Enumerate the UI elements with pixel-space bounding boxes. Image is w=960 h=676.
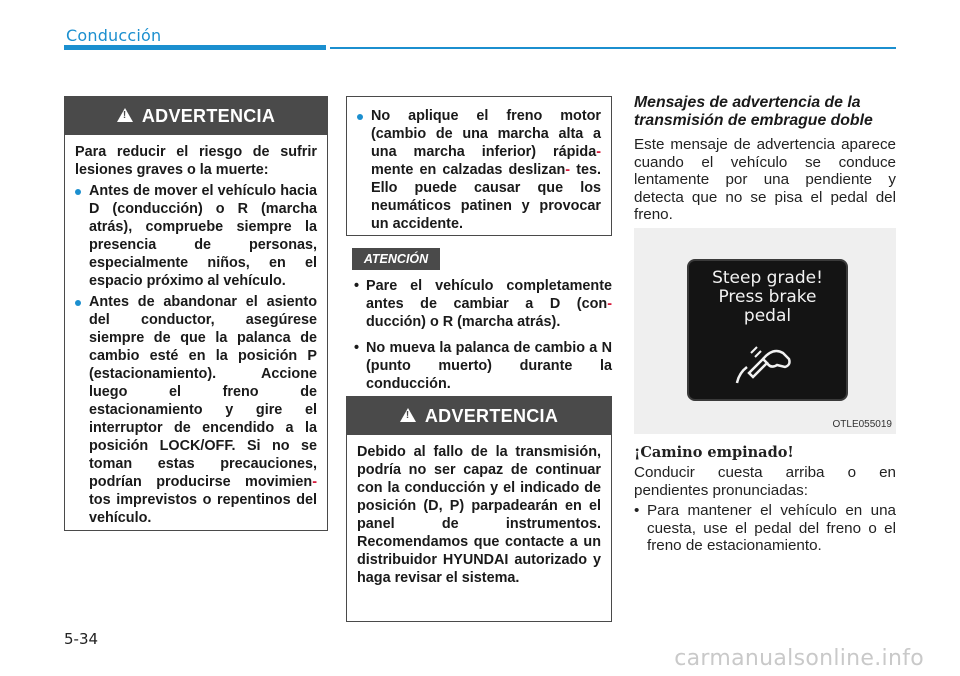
brake-pedal-icon	[729, 343, 799, 393]
dashboard-figure	[634, 228, 896, 434]
attention-label: ATENCIÓN	[352, 248, 440, 270]
attention-item-text: ducción) o R (marcha atrás).	[366, 314, 561, 330]
header-rule-thick	[64, 45, 326, 50]
steep-grade-bullet-text: Para mantener el vehículo en una cuesta, use el pedal del freno o el freno de estacionamiento.	[647, 502, 896, 555]
warning-title: ADVERTENCIA	[141, 105, 276, 126]
heading-steep-grade: ¡Camino empinado!	[634, 444, 794, 461]
cluster-message	[689, 269, 846, 326]
warning-bullet: Antes de abandonar el asiento del conductor, asegúrese siempre de que la palanca de cambio esté en la posición P (estacionamiento). Accione luego el freno de estacionamiento y gire el interruptor de encendido a la posición LOCK/OFF. Si no se toman estas precauciones, podrían producirse movimien- tos imprevistos o repentinos del vehículo.	[75, 293, 317, 527]
warning-bullet: No aplique el freno motor (cambio de una marcha alta a una marcha inferior) rápida- mente en calzadas deslizan- tes. Ello puede causar que los neumáticos patinen y provocar un accidente.	[357, 107, 601, 233]
warning-continuation-body	[347, 97, 611, 243]
attention-item	[352, 339, 612, 393]
warning-bullet-text: Antes de mover el vehículo hacia D (conducción) o R (marcha atrás), compruebe siempre la presencia de personas, especialmente niños, en el espacio próximo al vehículo.	[89, 183, 317, 289]
cluster-display	[687, 259, 848, 401]
page-number: 5-34	[64, 630, 99, 648]
steep-grade-bullet	[634, 502, 896, 555]
warning-body	[65, 135, 327, 537]
warning-bullet-text: No aplique el freno motor (cambio de una marcha alta a una marcha inferior) rápida	[371, 108, 601, 160]
warning-triangle-icon	[117, 108, 133, 122]
header-rule-thin	[330, 47, 896, 49]
cluster-message-line: Steep grade!	[712, 268, 823, 288]
subsection-title-line: Mensajes de advertencia de la	[634, 94, 861, 111]
warning-bullet-text: tos imprevistos o repentinos del vehículo.	[89, 492, 317, 526]
warning-box-left	[64, 96, 328, 531]
attention-item-text: No mueva la palanca de cambio a N (punto muerto) durante la conducción.	[366, 340, 612, 392]
figure-code: OTLE055019	[832, 419, 892, 430]
warning-triangle-icon	[400, 408, 416, 422]
warning-box-middle	[346, 396, 612, 622]
section-title: Conducción	[66, 26, 162, 45]
watermark: carmanualsonline.info	[674, 646, 924, 671]
intro-paragraph: Este mensaje de advertencia aparece cuando el vehículo se conduce lentamente por una pendiente y detecta que no se pisa el pedal del freno.	[634, 136, 896, 224]
warning-bullet	[75, 182, 317, 290]
attention-list	[352, 277, 612, 401]
warning-bullet-text: tes. Ello puede causar que los neumáticos patinen y provocar un accidente.	[371, 162, 601, 232]
attention-item-text: Pare el vehículo completamente antes de cambiar a D (con	[366, 278, 612, 312]
warning-continuation-box	[346, 96, 612, 236]
attention-item: • Pare el vehículo completamente antes de cambiar a D (con- ducción) o R (marcha atrás).	[352, 277, 612, 331]
bullet-dot-icon: •	[634, 502, 640, 519]
subsection-title	[634, 94, 896, 130]
cluster-message-line: pedal	[743, 306, 792, 326]
warning-bullet-text: mente en calzadas deslizan	[371, 162, 566, 178]
cluster-message-line: Press brake	[718, 287, 817, 307]
warning-header	[347, 397, 611, 435]
subsection-title-line: transmisión de embrague doble	[634, 112, 873, 129]
steep-grade-paragraph: Conducir cuesta arriba o en pendientes pronunciadas:	[634, 464, 896, 499]
warning-bullet-text: Antes de abandonar el asiento del conductor, asegúrese siempre de que la palanca de cambio esté en la posición P (estacionamiento). Accione luego el freno de estacionamiento y gire el interruptor de encendido a la posición LOCK/OFF. Si no se toman estas precauciones, podrían producirse movimien	[89, 294, 317, 490]
warning-intro: Para reducir el riesgo de sufrir lesiones graves o la muerte:	[75, 144, 317, 178]
warning-body-text: Debido al fallo de la transmisión, podría no ser capaz de continuar con la conducción y el indicado de posición (D, P) parpadearán en el panel de instrumentos. Recomendamos que contacte a un distribuidor HYUNDAI autorizado y haga revisar el sistema.	[357, 444, 601, 586]
warning-header	[65, 97, 327, 135]
warning-body	[347, 435, 611, 597]
warning-title: ADVERTENCIA	[424, 405, 559, 426]
